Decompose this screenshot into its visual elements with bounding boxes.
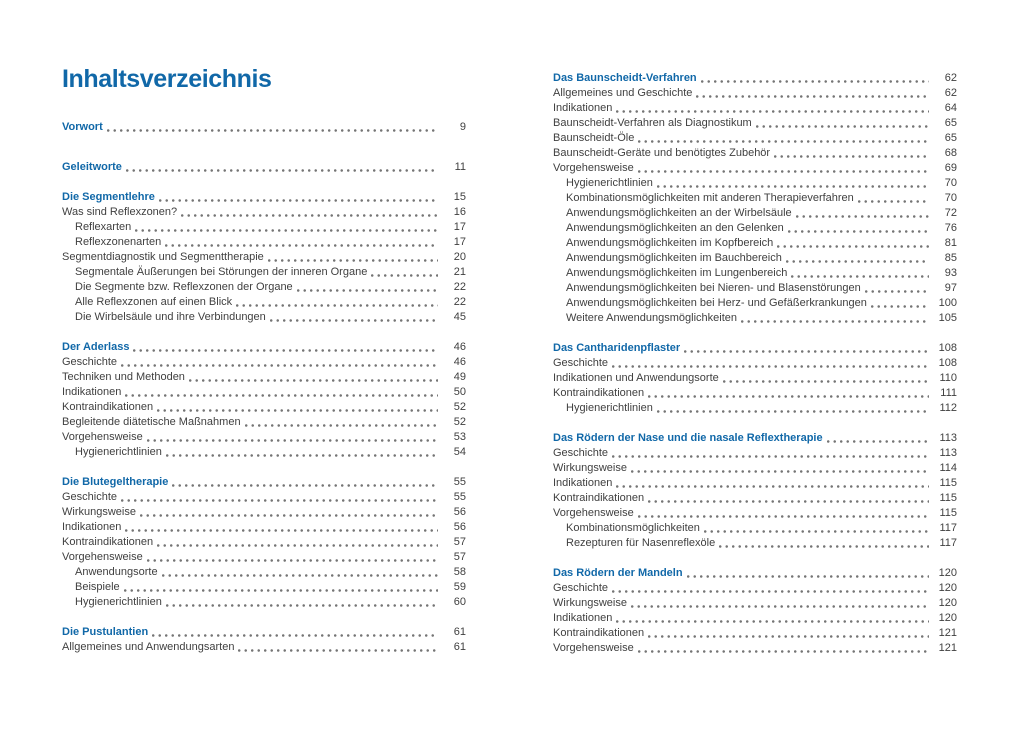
toc-entry-page: 46 xyxy=(453,341,466,353)
dot-leader xyxy=(238,649,438,652)
toc-entry-page: 85 xyxy=(944,252,957,264)
toc-entry-page: 65 xyxy=(944,132,957,144)
toc-entry-page: 72 xyxy=(944,207,957,219)
toc-entry-page: 22 xyxy=(453,296,466,308)
toc-section xyxy=(553,341,957,416)
toc-chapter-entry xyxy=(62,340,466,355)
dot-leader xyxy=(687,575,929,578)
toc-entry-label: Was sind Reflexzonen? xyxy=(62,206,178,218)
toc-entry-page: 115 xyxy=(939,477,957,489)
toc-entry xyxy=(553,626,957,641)
dot-leader xyxy=(788,230,929,233)
toc-entry xyxy=(553,116,957,131)
dot-leader xyxy=(774,155,929,158)
toc-entry-label: Vorgehensweise xyxy=(62,551,143,563)
toc-entry-page: 62 xyxy=(944,87,957,99)
toc-entry xyxy=(553,491,957,506)
dot-leader xyxy=(152,634,438,637)
toc-entry-page: 115 xyxy=(939,507,957,519)
toc-entry-label: Der Aderlass xyxy=(62,341,130,353)
toc-section xyxy=(62,190,466,325)
toc-entry-label: Vorgehensweise xyxy=(553,507,634,519)
dot-leader xyxy=(684,350,929,353)
toc-entry-page: 120 xyxy=(938,567,957,579)
toc-entry xyxy=(553,311,957,326)
toc-entry-page: 97 xyxy=(944,282,957,294)
toc-entry-page: 56 xyxy=(453,506,466,518)
dot-leader xyxy=(133,349,438,352)
toc-entry-page: 115 xyxy=(939,492,957,504)
toc-blocks-right xyxy=(553,71,957,656)
toc-entry-label: Baunscheidt-Geräte und benötigtes Zubehör xyxy=(553,147,771,159)
toc-entry-label: Die Blutegeltherapie xyxy=(62,476,169,488)
toc-entry-label: Wirkungsweise xyxy=(553,597,627,609)
toc-chapter-entry xyxy=(553,566,957,581)
dot-leader xyxy=(631,605,929,608)
toc-entry-page: 121 xyxy=(938,627,957,639)
dot-leader xyxy=(172,484,438,487)
dot-leader xyxy=(704,530,929,533)
toc-entry-page: 120 xyxy=(938,597,957,609)
toc-entry-label: Geschichte xyxy=(553,582,609,594)
dot-leader xyxy=(796,215,929,218)
toc-entry-page: 62 xyxy=(944,72,957,84)
toc-section xyxy=(62,160,466,175)
toc-entry-label: Hygienerichtlinien xyxy=(75,596,162,608)
toc-entry xyxy=(62,250,466,265)
toc-entry xyxy=(553,506,957,521)
toc-entry-label: Kontraindikationen xyxy=(62,536,154,548)
dot-leader xyxy=(270,319,438,322)
toc-entry xyxy=(62,400,466,415)
toc-entry xyxy=(553,101,957,116)
toc-entry-label: Anwendungsmöglichkeiten an den Gelenken xyxy=(566,222,784,234)
dot-leader xyxy=(140,514,438,517)
toc-entry-label: Indikationen xyxy=(62,386,122,398)
toc-entry-page: 20 xyxy=(453,251,466,263)
toc-entry-label: Die Wirbelsäule und ihre Verbindungen xyxy=(75,311,266,323)
dot-leader xyxy=(159,199,438,202)
toc-section xyxy=(62,475,466,610)
toc-entry xyxy=(62,205,466,220)
dot-leader xyxy=(865,290,929,293)
toc-entry-label: Hygienerichtlinien xyxy=(566,177,653,189)
toc-entry-label: Allgemeines und Geschichte xyxy=(553,87,693,99)
toc-entry xyxy=(553,611,957,626)
toc-entry-page: 53 xyxy=(453,431,466,443)
toc-entry-label: Das Rödern der Nase und die nasale Reflextherapie xyxy=(553,432,823,444)
toc-entry-label: Wirkungsweise xyxy=(62,506,136,518)
toc-entry-page: 70 xyxy=(944,177,957,189)
toc-section xyxy=(62,340,466,460)
toc-entry-label: Begleitende diätetische Maßnahmen xyxy=(62,416,241,428)
toc-entry xyxy=(62,505,466,520)
toc-entry-page: 54 xyxy=(453,446,466,458)
toc-entry-label: Vorgehensweise xyxy=(553,642,634,654)
page-title: Inhaltsverzeichnis xyxy=(62,65,272,93)
toc-entry-page: 21 xyxy=(453,266,466,278)
toc-entry-page: 49 xyxy=(453,371,466,383)
dot-leader xyxy=(631,470,929,473)
toc-entry-label: Hygienerichtlinien xyxy=(566,402,653,414)
toc-entry-page: 114 xyxy=(939,462,957,474)
dot-leader xyxy=(236,304,438,307)
dot-leader xyxy=(121,499,438,502)
toc-entry-label: Indikationen und Anwendungsorte xyxy=(553,372,719,384)
toc-entry xyxy=(553,281,957,296)
toc-entry-page: 120 xyxy=(938,582,957,594)
toc-entry-label: Indikationen xyxy=(553,612,613,624)
toc-entry-page: 17 xyxy=(453,236,466,248)
toc-entry-page: 57 xyxy=(453,551,466,563)
toc-entry-page: 46 xyxy=(453,356,466,368)
toc-entry xyxy=(62,235,466,250)
toc-entry-page: 61 xyxy=(453,626,466,638)
toc-entry-label: Die Segmentlehre xyxy=(62,191,155,203)
toc-entry xyxy=(553,581,957,596)
toc-entry-page: 22 xyxy=(453,281,466,293)
toc-entry xyxy=(62,430,466,445)
toc-entry-label: Kombinationsmöglichkeiten xyxy=(566,522,700,534)
toc-chapter-entry xyxy=(62,475,466,490)
toc-entry-label: Anwendungsmöglichkeiten bei Nieren- und Blasenstörungen xyxy=(566,282,861,294)
toc-entry-page: 120 xyxy=(938,612,957,624)
dot-leader xyxy=(858,200,929,203)
toc-chapter-entry xyxy=(553,71,957,86)
dot-leader xyxy=(871,305,929,308)
toc-entry-label: Vorwort xyxy=(62,121,103,133)
toc-entry xyxy=(553,356,957,371)
dot-leader xyxy=(135,229,438,232)
dot-leader xyxy=(741,320,929,323)
toc-chapter-entry xyxy=(62,190,466,205)
toc-entry-page: 52 xyxy=(453,416,466,428)
toc-entry xyxy=(553,641,957,656)
toc-entry-page: 11 xyxy=(454,161,466,173)
toc-entry-page: 112 xyxy=(939,402,957,414)
toc-entry-label: Indikationen xyxy=(553,102,613,114)
toc-entry xyxy=(553,476,957,491)
toc-entry-label: Baunscheidt-Öle xyxy=(553,132,635,144)
toc-section xyxy=(553,71,957,326)
dot-leader xyxy=(756,125,929,128)
toc-entry xyxy=(553,461,957,476)
toc-entry-page: 9 xyxy=(459,121,466,133)
toc-entry-label: Anwendungsmöglichkeiten im Lungenbereich xyxy=(566,267,788,279)
toc-entry-page: 100 xyxy=(938,297,957,309)
toc-entry xyxy=(62,535,466,550)
toc-entry-page: 15 xyxy=(453,191,466,203)
toc-chapter-entry xyxy=(62,120,466,135)
dot-leader xyxy=(648,395,929,398)
dot-leader xyxy=(157,409,438,412)
dot-leader xyxy=(268,259,438,262)
toc-entry xyxy=(553,521,957,536)
toc-entry xyxy=(62,595,466,610)
toc-entry-label: Geschichte xyxy=(553,447,609,459)
toc-column-right xyxy=(553,71,957,656)
toc-chapter-entry xyxy=(553,341,957,356)
toc-entry xyxy=(62,220,466,235)
toc-entry-label: Alle Reflexzonen auf einen Blick xyxy=(75,296,233,308)
toc-entry-label: Kombinationsmöglichkeiten mit anderen Therapieverfahren xyxy=(566,192,854,204)
toc-entry xyxy=(553,266,957,281)
toc-entry-label: Geschichte xyxy=(62,491,118,503)
toc-entry-label: Kontraindikationen xyxy=(553,627,645,639)
toc-entry-label: Das Cantharidenpflaster xyxy=(553,342,681,354)
toc-chapter-entry xyxy=(62,625,466,640)
dot-leader xyxy=(723,380,929,383)
toc-entry xyxy=(553,401,957,416)
toc-entry-label: Reflexzonenarten xyxy=(75,236,162,248)
toc-entry-page: 45 xyxy=(453,311,466,323)
toc-entry xyxy=(553,191,957,206)
toc-entry-label: Indikationen xyxy=(62,521,122,533)
toc-entry xyxy=(553,251,957,266)
toc-entry-label: Anwendungsorte xyxy=(75,566,158,578)
toc-entry-label: Kontraindikationen xyxy=(62,401,154,413)
dot-leader xyxy=(612,365,929,368)
toc-entry xyxy=(553,446,957,461)
toc-entry-label: Beispiele xyxy=(75,581,120,593)
dot-leader xyxy=(165,244,438,247)
toc-entry-page: 108 xyxy=(938,357,957,369)
toc-entry xyxy=(553,296,957,311)
dot-leader xyxy=(162,574,438,577)
toc-entry-page: 121 xyxy=(938,642,957,654)
toc-chapter-entry xyxy=(553,431,957,446)
toc-entry-label: Techniken und Methoden xyxy=(62,371,185,383)
toc-entry-label: Hygienerichtlinien xyxy=(75,446,162,458)
toc-entry-label: Vorgehensweise xyxy=(553,162,634,174)
toc-entry xyxy=(553,236,957,251)
toc-entry-page: 105 xyxy=(938,312,957,324)
toc-entry-label: Anwendungsmöglichkeiten an der Wirbelsäule xyxy=(566,207,792,219)
toc-entry-page: 68 xyxy=(944,147,957,159)
toc-blocks-left xyxy=(62,120,466,655)
dot-leader xyxy=(107,129,438,132)
toc-entry-page: 113 xyxy=(939,432,957,444)
toc-entry xyxy=(553,386,957,401)
toc-entry-label: Vorgehensweise xyxy=(62,431,143,443)
toc-entry xyxy=(553,536,957,551)
dot-leader xyxy=(125,394,438,397)
toc-entry xyxy=(62,580,466,595)
dot-leader xyxy=(297,289,438,292)
toc-entry xyxy=(553,146,957,161)
toc-section xyxy=(62,625,466,655)
dot-leader xyxy=(648,635,929,638)
toc-entry-label: Reflexarten xyxy=(75,221,132,233)
toc-entry xyxy=(62,280,466,295)
toc-section xyxy=(553,431,957,551)
toc-entry xyxy=(553,176,957,191)
toc-entry-page: 55 xyxy=(453,491,466,503)
toc-entry-page: 70 xyxy=(944,192,957,204)
toc-entry-page: 110 xyxy=(939,372,957,384)
toc-entry-page: 17 xyxy=(453,221,466,233)
toc-chapter-entry xyxy=(62,160,466,175)
toc-entry-page: 55 xyxy=(453,476,466,488)
toc-entry-page: 111 xyxy=(940,387,957,399)
dot-leader xyxy=(181,214,438,217)
toc-entry-label: Anwendungsmöglichkeiten bei Herz- und Gefäßerkrankungen xyxy=(566,297,867,309)
toc-entry-label: Kontraindikationen xyxy=(553,387,645,399)
toc-entry-label: Geleitworte xyxy=(62,161,122,173)
toc-entry-page: 69 xyxy=(944,162,957,174)
toc-entry xyxy=(62,640,466,655)
toc-entry-page: 113 xyxy=(939,447,957,459)
dot-leader xyxy=(126,169,438,172)
toc-entry xyxy=(62,295,466,310)
toc-column-left xyxy=(62,64,466,655)
dot-leader xyxy=(125,529,438,532)
toc-entry-label: Segmentale Äußerungen bei Störungen der inneren Organe xyxy=(75,266,368,278)
dot-leader xyxy=(157,544,438,547)
toc-entry-page: 76 xyxy=(944,222,957,234)
toc-entry-label: Kontraindikationen xyxy=(553,492,645,504)
toc-entry-page: 60 xyxy=(453,596,466,608)
toc-entry-page: 64 xyxy=(944,102,957,114)
dot-leader xyxy=(616,620,929,623)
toc-entry xyxy=(553,86,957,101)
toc-section xyxy=(62,120,466,135)
toc-entry-page: 61 xyxy=(453,641,466,653)
toc-entry-label: Das Rödern der Mandeln xyxy=(553,567,683,579)
toc-entry-page: 16 xyxy=(453,206,466,218)
toc-entry-label: Baunscheidt-Verfahren als Diagnostikum xyxy=(553,117,752,129)
toc-entry-label: Geschichte xyxy=(553,357,609,369)
dot-leader xyxy=(616,110,929,113)
dot-leader xyxy=(371,274,438,277)
dot-leader xyxy=(827,440,929,443)
toc-entry-page: 117 xyxy=(939,537,957,549)
toc-section xyxy=(553,566,957,656)
toc-entry xyxy=(62,310,466,325)
dot-leader xyxy=(147,439,438,442)
toc-entry-page: 65 xyxy=(944,117,957,129)
toc-entry xyxy=(553,161,957,176)
toc-entry xyxy=(553,596,957,611)
dot-leader xyxy=(786,260,929,263)
toc-entry-label: Allgemeines und Anwendungsarten xyxy=(62,641,235,653)
dot-leader xyxy=(166,604,438,607)
dot-leader xyxy=(612,455,929,458)
dot-leader xyxy=(189,379,438,382)
toc-entry xyxy=(62,520,466,535)
dot-leader xyxy=(124,589,438,592)
toc-entry xyxy=(62,550,466,565)
dot-leader xyxy=(612,590,929,593)
toc-entry-page: 108 xyxy=(938,342,957,354)
toc-entry xyxy=(62,370,466,385)
toc-entry-page: 93 xyxy=(944,267,957,279)
toc-entry-page: 52 xyxy=(453,401,466,413)
toc-entry-label: Das Baunscheidt-Verfahren xyxy=(553,72,697,84)
toc-entry xyxy=(62,445,466,460)
dot-leader xyxy=(638,170,929,173)
toc-entry-label: Wirkungsweise xyxy=(553,462,627,474)
dot-leader xyxy=(166,454,438,457)
dot-leader xyxy=(701,80,929,83)
toc-entry-label: Anwendungsmöglichkeiten im Kopfbereich xyxy=(566,237,774,249)
dot-leader xyxy=(638,650,929,653)
dot-leader xyxy=(638,140,929,143)
dot-leader xyxy=(648,500,929,503)
toc-entry-label: Anwendungsmöglichkeiten im Bauchbereich xyxy=(566,252,782,264)
toc-entry xyxy=(553,131,957,146)
toc-entry-page: 117 xyxy=(939,522,957,534)
toc-entry xyxy=(62,565,466,580)
toc-entry xyxy=(62,355,466,370)
toc-entry xyxy=(62,490,466,505)
dot-leader xyxy=(777,245,929,248)
dot-leader xyxy=(657,410,929,413)
toc-entry-label: Indikationen xyxy=(553,477,613,489)
dot-leader xyxy=(657,185,929,188)
toc-entry-label: Rezepturen für Nasenreflexöle xyxy=(566,537,716,549)
dot-leader xyxy=(121,364,438,367)
toc-entry xyxy=(62,385,466,400)
dot-leader xyxy=(638,515,929,518)
toc-entry xyxy=(553,206,957,221)
toc-entry-page: 50 xyxy=(453,386,466,398)
dot-leader xyxy=(696,95,929,98)
toc-entry-page: 81 xyxy=(944,237,957,249)
dot-leader xyxy=(616,485,929,488)
toc-entry-page: 57 xyxy=(453,536,466,548)
toc-entry-label: Segmentdiagnostik und Segmenttherapie xyxy=(62,251,264,263)
dot-leader xyxy=(245,424,438,427)
toc-entry-label: Weitere Anwendungsmöglichkeiten xyxy=(566,312,738,324)
toc-entry xyxy=(62,265,466,280)
toc-entry-page: 56 xyxy=(453,521,466,533)
toc-entry-page: 58 xyxy=(453,566,466,578)
toc-entry-label: Die Segmente bzw. Reflexzonen der Organe xyxy=(75,281,293,293)
toc-entry-page: 59 xyxy=(453,581,466,593)
toc-entry-label: Geschichte xyxy=(62,356,118,368)
dot-leader xyxy=(719,545,929,548)
toc-entry xyxy=(553,221,957,236)
dot-leader xyxy=(147,559,438,562)
toc-entry-label: Die Pustulantien xyxy=(62,626,149,638)
toc-entry xyxy=(553,371,957,386)
dot-leader xyxy=(791,275,929,278)
toc-entry xyxy=(62,415,466,430)
